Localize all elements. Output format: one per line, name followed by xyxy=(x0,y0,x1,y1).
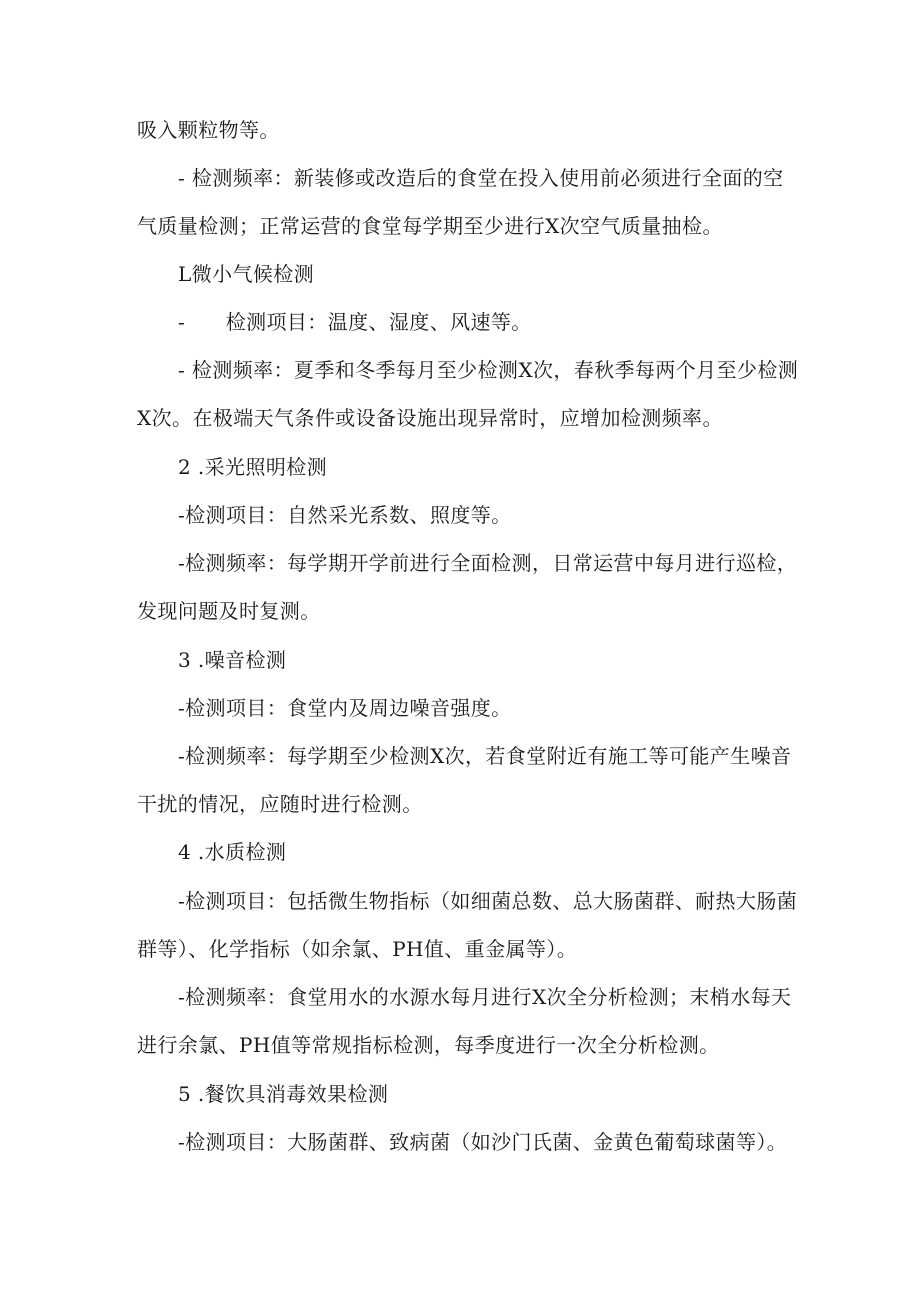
paragraph-line: X次。在极端天气条件或设备设施出现异常时，应增加检测频率。 xyxy=(137,406,723,430)
section-heading: 5 .餐饮具消毒效果检测 xyxy=(178,1082,389,1106)
paragraph-line: -检测项目：包括微生物指标（如细菌总数、总大肠菌群、耐热大肠菌 xyxy=(178,889,798,913)
section-heading: 3 .噪音检测 xyxy=(178,648,287,672)
section-heading: L微小气候检测 xyxy=(178,262,315,286)
paragraph-line: 发现问题及时复测。 xyxy=(137,599,321,623)
paragraph-line: -检测频率：每学期开学前进行全面检测，日常运营中每月进行巡检， xyxy=(178,551,798,575)
paragraph-line: -检测频率：每学期至少检测X次，若食堂附近有施工等可能产生噪音 xyxy=(178,744,792,768)
paragraph-line: - 检测频率：夏季和冬季每月至少检测X次，春秋季每两个月至少检测 xyxy=(178,358,799,382)
section-heading: 4 .水质检测 xyxy=(178,840,287,864)
paragraph-line: 气质量检测；正常运营的食堂每学期至少进行X次空气质量抽检。 xyxy=(137,214,723,238)
paragraph-line: - 检测频率：新装修或改造后的食堂在投入使用前必须进行全面的空 xyxy=(178,166,784,190)
paragraph-line: -检测项目：自然采光系数、照度等。 xyxy=(178,503,512,527)
paragraph-line: - 检测项目：温度、湿度、风速等。 xyxy=(178,310,532,334)
paragraph-line: 进行余氯、PH值等常规指标检测，每季度进行一次全分析检测。 xyxy=(137,1033,720,1057)
paragraph-line: -检测项目：大肠菌群、致病菌（如沙门氏菌、金黄色葡萄球菌等）。 xyxy=(178,1130,788,1154)
paragraph-line: 干扰的情况，应随时进行检测。 xyxy=(137,792,423,816)
paragraph-line: 群等）、化学指标（如余氯、PH值、重金属等）。 xyxy=(137,937,578,961)
paragraph-line: 吸入颗粒物等。 xyxy=(137,118,280,142)
section-heading: 2 .采光照明检测 xyxy=(178,455,328,479)
paragraph-line: -检测频率：食堂用水的水源水每月进行X次全分析检测；末梢水每天 xyxy=(178,985,792,1009)
paragraph-line: -检测项目：食堂内及周边噪音强度。 xyxy=(178,696,512,720)
